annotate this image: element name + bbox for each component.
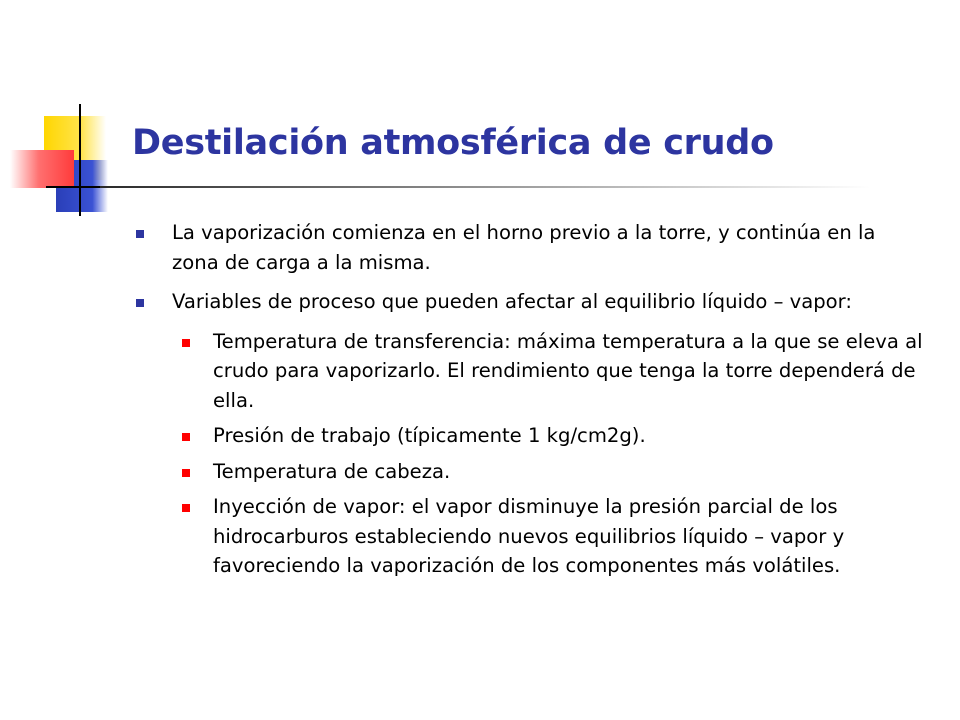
square-bullet-icon xyxy=(182,469,190,477)
sub-bullet-text: Presión de trabajo (típicamente 1 kg/cm2g). xyxy=(213,424,646,447)
square-bullet-icon xyxy=(136,299,144,307)
red-bar-shape xyxy=(10,150,74,188)
square-bullet-icon xyxy=(182,339,190,347)
bullet-text: La vaporización comienza en el horno previo a la torre, y continúa en la zona de carga a la misma. xyxy=(172,221,876,274)
sub-bullet-item xyxy=(0,421,923,451)
slide-title: Destilación atmosférica de crudo xyxy=(132,123,774,163)
title-underline xyxy=(100,186,870,188)
square-bullet-icon xyxy=(182,433,190,441)
sub-bullet-item xyxy=(0,492,923,581)
square-bullet-icon xyxy=(182,504,190,512)
sub-bullet-item xyxy=(0,327,923,416)
square-bullet-icon xyxy=(136,230,144,238)
slide-content xyxy=(0,218,960,587)
sub-bullet-text: Inyección de vapor: el vapor disminuye la presión parcial de los hidrocarburos estableciendo nuevos equilibrios líquido – vapor y favoreciendo la vaporización de los componentes más volátiles. xyxy=(213,495,845,577)
sub-bullet-text: Temperatura de transferencia: máxima temperatura a la que se eleva al crudo para vaporizarlo. El rendimiento que tenga la torre dependerá de ella. xyxy=(213,329,923,412)
sub-bullet-text: Temperatura de cabeza. xyxy=(213,459,451,483)
vertical-line-shape xyxy=(79,104,81,216)
bullet-item xyxy=(0,218,917,277)
sub-bullet-item xyxy=(0,457,923,487)
bullet-text: Variables de proceso que pueden afectar al equilibrio líquido – vapor: xyxy=(172,290,852,313)
bullet-item xyxy=(0,287,917,317)
